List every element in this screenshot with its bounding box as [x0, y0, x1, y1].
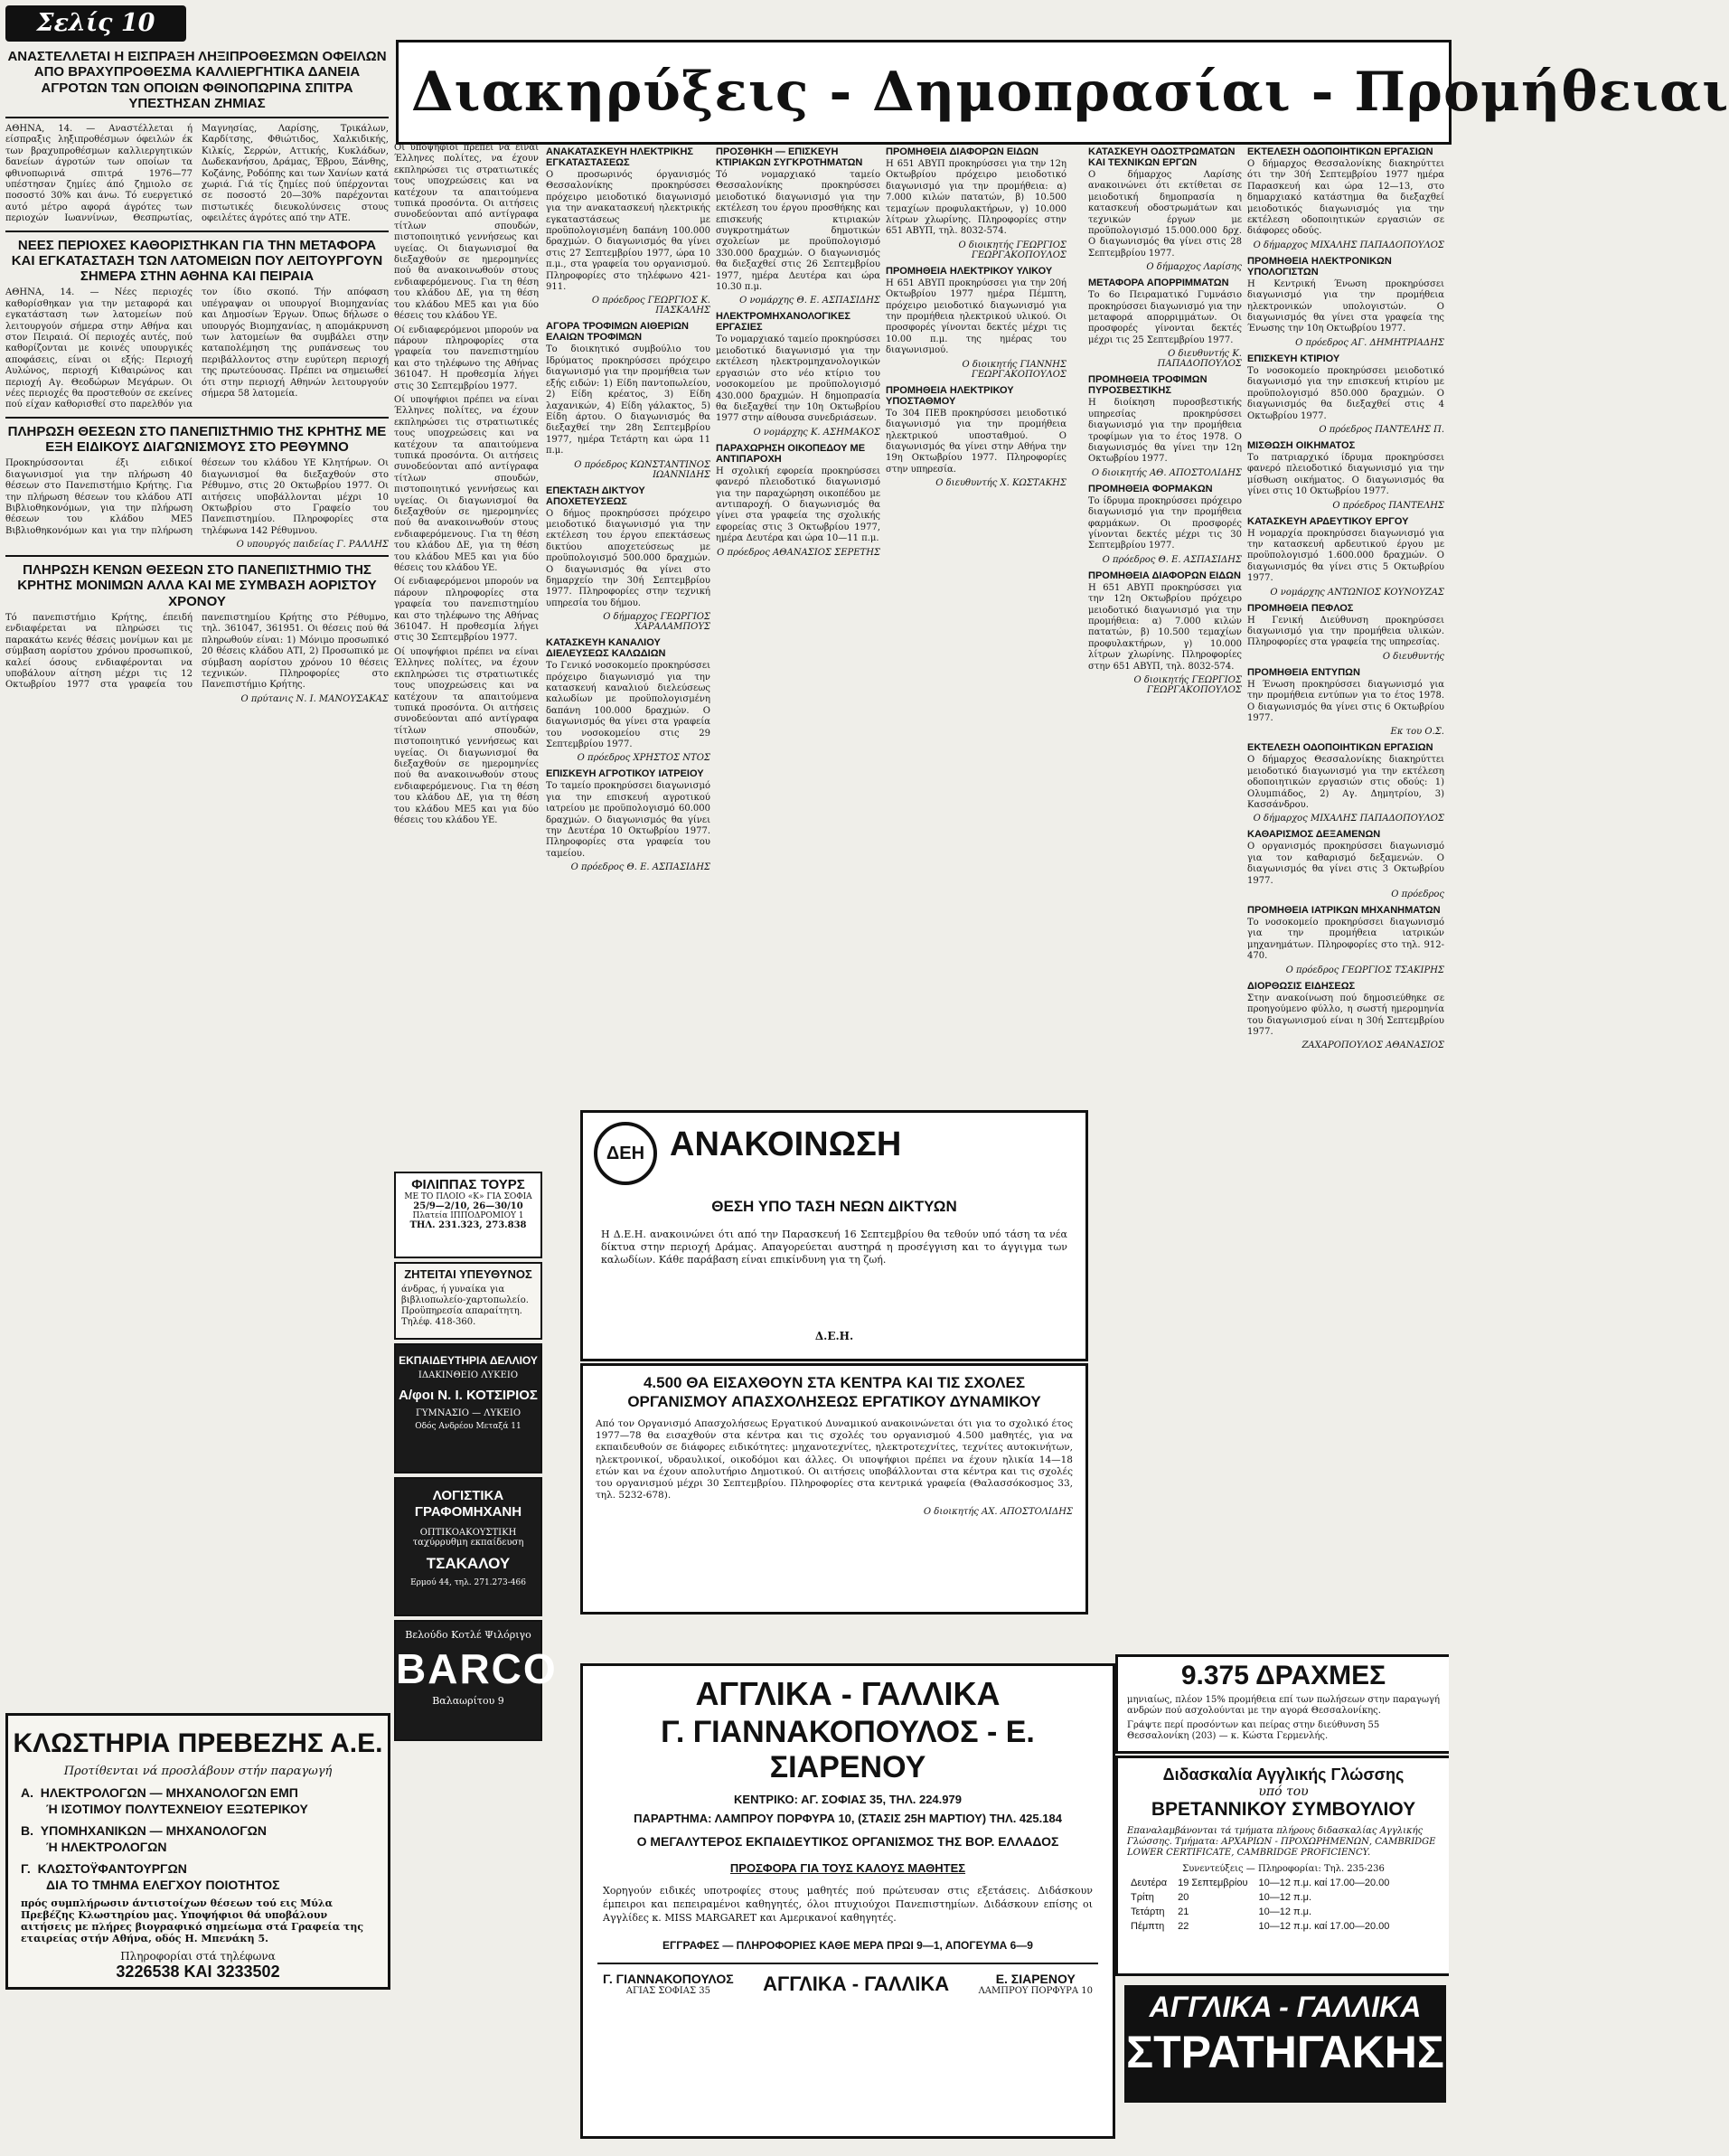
table-row: Τρίτη 20 10—12 π.μ. [1131, 1892, 1312, 1903]
ad-english-giannakopoulos: ΑΓΓΛΙΚΑ - ΓΑΛΛΙΚΑ Γ. ΓΙΑΝΝΑΚΟΠΟΥΛΟΣ - Ε. ΣΙΑΡΕΝΟΥ ΚΕΝΤΡΙΚΟ: ΑΓ. ΣΟΦΙΑΣ 35, ΤΗΛ. 224.979 ΠΑΡΑΡΤΗΜΑ: ΛΑΜΠΡΟΥ ΠΟΡΦΥΡΑ 10, (ΣΤΑΣΙΣ 25Η ΜΑΡΤΙΟΥ) ΤΗΛ. 425.184 Ο ΜΕΓΑΛΥΤΕΡΟΣ ΕΚΠΑΙΔΕΥΤΙΚΟΣ ΟΡΓΑΝΙΣΜΟΣ ΤΗΣ ΒΟΡ. ΕΛΛΑΔΟΣ ΠΡΟΣΦΟΡΑ ΓΙΑ ΤΟΥΣ ΚΑΛΟΥΣ ΜΑΘΗΤΕΣ Χορηγούν ειδικές υποτροφίες στους μαθητές πού πρώτευσαν στις εξετάσεις. Διδάσκουν έμπειροι και πεπειραμένοι καθηγητές, όλοι πτυχιούχοι Πανεπιστημίων. Διδάσκουν επίσης οι Αγγλίδες κ. MISS MARGARET και Αμερικανοί καθηγητές. ΕΓΓΡΑΦΕΣ — ΠΛΗΡΟΦΟΡΙΕΣ ΚΑΘΕ ΜΕΡΑ ΠΡΩΙ 9—1, ΑΠΟΓΕΥΜΑ 6—9 Γ. ΓΙΑΝΝΑΚΟΠΟΥΛΟΣ ΑΓΙΑΣ ΣΟΦΙΑΣ 35 ΑΓΓΛΙΚΑ - ΓΑΛΛΙΚΑ Ε. ΣΙΑΡΕΝΟΥ ΛΑΜΠΡΟΥ ΠΟΡΦΥΡΑ 10 [580, 1663, 1115, 2139]
article-text: ΑΘΗΝΑ, 14. — Αναστέλλεται ή είσπραξις ληξιπροθέσμων όφειλών έκ των βραχυπροθέσμων καλλιεργητικών δανείων άγροτών των οποίων τα φθινοπωρινά σπιτρά 1976—77 υπέστησαν ζημίες άπό ζημιολο σε ποσοστό 30% και άνω. Τό ευεργετικό αυτό μέτρο αφορά άγρότες των περιοχών Ιωαννίνων, Θεσπρωτίας, Μαγνησίας, Λαρίσης, Τρικάλων, Καρδίτσης, Φθιώτιδος, Χαλκιδικής, Κιλκίς, Σερρών, Αττικής, Κυκλάδων, Δωδεκανήσου, Δράμας, Έβρου, Ξάνθης, Κοζάνης, Ροδόπης και των Χανίων κατά χωριά. Γιά τίς ζημίες πού ύπέρχονται σε ποσοστό 20—30% παρέχονται πιστωτικές διευκολύνσεις στους οφειλέτες άγρότες από την ΑΤΕ. [5, 124, 389, 224]
notice: ΚΑΤΑΣΚΕΥΗ ΚΑΝΑΛΙΟΥ ΔΙΕΛΕΥΣΕΩΣ ΚΑΛΩΔΙΩΝ Το Γενικό νοσοκομείο προκηρύσσει πρόχειρο διαγωνισμό για την κατασκευή καναλιού διελεύσεως καλωδίων με προϋπολογισμένη δαπάνη 100.000 δραχμών. Ο διαγωνισμός θα γίνει στα γραφεία του νοσοκομείου στις 29 Σεπτεμβρίου 1977. Ο πρόεδρος ΧΡΗΣΤΟΣ ΝΤΟΣ [546, 637, 710, 764]
ad-company: ΚΛΩΣΤΗΡΙΑ ΠΡΕΒΕΖΗΣ Α.Ε. [13, 1728, 383, 1758]
article-signature: Ο πρύτανις Ν. Ι. ΜΑΝΟΥΣΑΚΑΣ [240, 693, 389, 704]
notice: ΑΓΟΡΑ ΤΡΟΦΙΜΩΝ ΑΙΘΕΡΙΩΝ ΕΛΑΙΩΝ ΤΡΟΦΙΜΩΝ Το διοικητικό συμβούλιο του Ιδρύματος προκηρύσσει πρόχειρο διαγωνισμό για την προμήθεια των εξής ειδών: 1) Είδη παντοπωλείου, 2) Είδη κρέατος, 3) Είδη λαχανικών, 4) Είδη γάλακτος, 5) Είδη άρτου. Ο διαγωνισμός θα διεξαχθεί την 28η Σεπτεμβρίου 1977, ημέρα Τετάρτη και ώρα 11 π.μ. Ο πρόεδρος ΚΩΝΣΤΑΝΤΙΝΟΣ ΙΩΑΝΝΙΔΗΣ [546, 321, 710, 480]
article-headline: ΝΕΕΣ ΠΕΡΙΟΧΕΣ ΚΑΘΟΡΙΣΤΗΚΑΝ ΓΙΑ ΤΗΝ ΜΕΤΑΦΟΡΑ ΚΑΙ ΕΓΚΑΤΑΣΤΑΣΗ ΤΩΝ ΛΑΤΟΜΕΙΩΝ ΠΟΥ ΛΕΙΤΟΥΡΓΟΥΝ ΣΗΜΕΡΑ ΣΤΗΝ ΑΘΗΝΑ ΚΑΙ ΠΕΙΡΑΙΑ [11, 237, 383, 285]
notice: ΠΡΟΣΘΗΚΗ — ΕΠΙΣΚΕΥΗ ΚΤΙΡΙΑΚΩΝ ΣΥΓΚΡΟΤΗΜΑΤΩΝ Τό νομαρχιακό ταμείο Θεσσαλονίκης προκηρύσσει μειοδοτικό διαγωνισμό για την εκτέλεση του έργου προσθήκης και επισκευής κτιριακών συγκροτημάτων δημοτικών σχολείων με προϋπολογισμό 330.000 δραχμών. Ο διαγωνισμός θα διεξαχθεί στις 26 Σεπτεμβρίου 1977, ημέρα Δευτέρα και ώρα 10.30 π.μ. Ο νομάρχης Θ. Ε. ΑΣΠΑΣΙΔΗΣ [716, 146, 880, 306]
divider [5, 555, 389, 557]
ad-items [8, 1785, 388, 1892]
article-text: Οί ενδιαφερόμενοι μπορούν να πάρουν πληροφορίες στα γραφεία του πανεπιστημίου και στο τηλέφωνο της Αθήνας 361047. Η προθεσμία λήγει στις 30 Σεπτεμβρίου 1977. [394, 577, 539, 644]
notice: ΠΡΟΜΗΘΕΙΑ ΤΡΟΦΙΜΩΝ ΠΥΡΟΣΒΕΣΤΙΚΗΣ Η διοίκηση πυροσβεστικής υπηρεσίας προκηρύσσει διαγωνισμό για την προμήθεια τροφίμων για το έτος 1978. Ο διαγωνισμός θα γίνει την 12η Οκτωβρίου 1977. Ο διοικητής ΑΘ. ΑΠΟΣΤΟΛΙΔΗΣ [1088, 374, 1242, 478]
ad-item-line: ΔΙΑ ΤΟ ΤΜΗΜΑ ΕΛΕΓΧΟΥ ΠΟΙΟΤΗΤΟΣ [46, 1878, 280, 1892]
dei-subtitle: ΘΕΣΗ ΥΠΟ ΤΑΣΗ ΝΕΩΝ ΔΙΚΤΥΩΝ [711, 1198, 957, 1215]
column-1 [5, 45, 389, 1709]
notice: ΔΙΟΡΘΩΣΙΣ ΕΙΔΗΣΕΩΣ Στην ανακοίνωση πού δημοσιεύθηκε σε προηγούμενο φύλλο, η σωστή ημερομηνία του διαγωνισμού είναι η 30ή Σεπτεμβρίου 1977. ΖΑΧΑΡΟΠΟΥΛΟΣ ΑΘΑΝΑΣΙΟΣ [1247, 980, 1444, 1051]
ad-item: Γ. ΚΛΩΣΤΟΫΦΑΝΤΟΥΡΓΩΝ [21, 1861, 187, 1876]
oaed-text: Από τον Οργανισμό Απασχολήσεως Εργατικού Δυναμικού ανακοινώνεται ότι για το σχολικό έτος 1977—78 θα εισαχθούν στα κέντρα και τις σχολές του οργανισμού 4.500 μαθητές, για να εκπαιδευθούν σε διάφορες ειδικότητες: μηχανοτεχνίτες, ηλεκτροτεχνίτες, τεχνίτες αυτοκινήτων, ηλεκτρονικοί, υδραυλικοί, οικοδόμοι και άλλες. Οι υποψήφιοι πρέπει να έχουν ηλικία 14—18 ετών και να έχουν απολυτήριο Δημοτικού. Οι αιτήσεις υποβάλλονται στα κέντρα και τις σχολές του οργανισμού μέχρι 30 Σεπτεμβρίου. Πληροφορίες στα κεντρικά γραφεία (Θαλασσόκοσμος 33, τηλ. 5232-678). [596, 1418, 1073, 1502]
dei-text: Η Δ.Ε.Η. ανακοινώνει ότι από την Παρασκευή 16 Σεπτεμβρίου θα τεθούν υπό τάση τα νέα δίκτυα στην περιοχή Δράμας. Απαγορεύεται αυστηρά η προσέγγιση και το άγγιγμα των καλωδίων. Κάθε παράβαση είναι επικίνδυνη για τη ζωή. [601, 1229, 1067, 1266]
notice: ΠΑΡΑΧΩΡΗΣΗ ΟΙΚΟΠΕΔΟΥ ΜΕ ΑΝΤΙΠΑΡΟΧΗ Η σχολική εφορεία προκηρύσσει φανερό πλειοδοτικό διαγωνισμό για την παραχώρηση οικοπέδου με αντιπαροχή. Ο διαγωνισμός θα γίνει στα γραφεία της σχολικής εφορείας στις 3 Οκτωβρίου 1977, ημέρα Δευτέρα και ώρα 10—11 π.μ. Ο πρόεδρος ΑΘΑΝΑΣΙΟΣ ΣΕΡΕΤΗΣ [716, 442, 880, 558]
divider [5, 231, 389, 232]
notice: ΜΙΣΘΩΣΗ ΟΙΚΗΜΑΤΟΣ Το πατριαρχικό ίδρυμα προκηρύσσει φανερό πλειοδοτικό διαγωνισμό για την μίσθωση οικήματος. Ο διαγωνισμός θα γίνει στις 10 Οκτωβρίου 1977. Ο πρόεδρος ΠΑΝΤΕΛΗΣ [1247, 439, 1444, 511]
ad-intro: Προτίθενται νά προσλάβουν στήν παραγωγή [63, 1765, 333, 1778]
notice: ΚΑΤΑΣΚΕΥΗ ΟΔΟΣΤΡΩΜΑΤΩΝ ΚΑΙ ΤΕΧΝΙΚΩΝ ΕΡΓΩΝ Ο δήμαρχος Λαρίσης ανακοινώνει ότι εκτίθεται σε μειοδοτική δημοπρασία η κατασκευή οδοστρωμάτων και τεχνικών έργων με προϋπολογισμό 15.000.000 δρχ. Ο διαγωνισμός θα γίνει στις 28 Σεπτεμβρίου 1977. Ο δήμαρχος Λαρίσης [1088, 146, 1242, 273]
ad-phones: 3226538 ΚΑΙ 3233502 [116, 1963, 280, 1981]
notice: ΠΡΟΜΗΘΕΙΑ ΔΙΑΦΟΡΩΝ ΕΙΔΩΝ Η 651 ΑΒΥΠ προκηρύσσει για την 12η Οκτωβρίου πρόχειρο μειοδοτικό διαγωνισμό για την προμήθεια: α) 7.000 κιλών πατατών, β) 10.500 τεμαχίων προφυλακτήρων, γ) 10.000 λίτρων χλωρίνης. Πληροφορίες στην 651 ΑΒΥΠ, τηλ. 8032-574. Ο διοικητής ΓΕΩΡΓΙΟΣ ΓΕΩΡΓΑΚΟΠΟΥΛΟΣ [1088, 570, 1242, 695]
article-text: Προκηρύσσονται έξι ειδικοί διαγωνισμοί για την πλήρωση 40 θέσεων στο Πανεπιστήμιο Κρήτης. Για την πλήρωση θέσεων του κλάδου ΑΤΙ Βιβλιοθηκονόμων, για την πλήρωση θέσεων του κλάδου ΜΕ5 Βιβλιοθηκονόμων και για την πλήρωση θέσεων του κλάδου ΥΕ Κλητήρων. Οι διαγωνισμοί θα διεξαχθούν στο Ρέθυμνο, στις 20 Οκτωβρίου 1977. Οι αιτήσεις υποβάλλονται μέχρι 10 Οκτωβρίου στο Γραφείο του Πανεπιστημίου. Πληροφορίες στα τηλέφωνα 142 Ρέθυμνου. [5, 458, 389, 536]
dei-title: ΑΝΑΚΟΙΝΩΣΗ [670, 1125, 902, 1163]
column-5 [886, 143, 1067, 1146]
ad-oaed [580, 1363, 1088, 1615]
ad-dellios-schools: ΕΚΠΑΙΔΕΥΤΗΡΙΑ ΔΕΛΛΙΟΥ ΙΔΑΚΙΝΘΕΙΟ ΛΥΚΕΙΟ Α/φοι Ν. Ι. ΚΟΤΣΙΡΙΟΣ ΓΥΜΝΑΣΙΟ — ΛΥΚΕΙΟ Οδός Ανδρέου Μεταξά 11 [394, 1343, 542, 1473]
notice: ΠΡΟΜΗΘΕΙΑ ΙΑΤΡΙΚΩΝ ΜΗΧΑΝΗΜΑΤΩΝ Το νοσοκομείο προκηρύσσει διαγωνισμό για την προμήθεια ιατρικών μηχανημάτων. Πληροφορίες στο τηλ. 912-470. Ο πρόεδρος ΓΕΩΡΓΙΟΣ ΤΣΑΚΙΡΗΣ [1247, 905, 1444, 975]
column-2 [394, 143, 539, 1164]
notice: ΕΚΤΕΛΕΣΗ ΟΔΟΠΟΙΗΤΙΚΩΝ ΕΡΓΑΣΙΩΝ Ο δήμαρχος Θεσσαλονίκης διακηρύττει ότι την 30ή Σεπτεμβρίου 1977 ημέρα Παρασκευή και ώρα 12—13, στο δημαρχιακό κατάστημα θα διεξαχθεί μειοδοτικός διαγωνισμός για την εκτέλεση οδοποιητικών εργασιών σε διάφορες οδούς. Ο δήμαρχος ΜΙΧΑΛΗΣ ΠΑΠΑΔΟΠΟΥΛΟΣ [1247, 146, 1444, 250]
article-text: Οί ενδιαφερόμενοι μπορούν να πάρουν πληροφορίες στα γραφεία του πανεπιστημίου και στο τηλέφωνο της Αθήνας 361047. Η προθεσμία λήγει στις 30 Σεπτεμβρίου 1977. [394, 325, 539, 391]
footer-right: Ε. ΣΙΑΡΕΝΟΥ ΛΑΜΠΡΟΥ ΠΟΡΦΥΡΑ 10 [978, 1972, 1093, 1996]
notice: ΑΝΑΚΑΤΑΣΚΕΥΗ ΗΛΕΚΤΡΙΚΗΣ ΕΓΚΑΤΑΣΤΑΣΕΩΣ Ο προσωρινός όργανισμός Θεσσαλονίκης προκηρύσσει πρόχειρο μειοδοτικό διαγωνισμό για την ανακατασκευή ηλεκτρικής εγκαταστάσεως με προϋπολογισμένη δαπάνη 100.000 δραχμών. Ο διαγωνισμός θα γίνει στις 27 Σεπτεμβρίου 1977, ώρα 10 π.μ., στα γραφεία του οργανισμού. Πληροφορίες στο τηλέφωνο 421-911. Ο πρόεδρος ΓΕΩΡΓΙΟΣ Κ. ΠΑΣΚΑΛΗΣ [546, 146, 710, 316]
ad-item: Α. ΗΛΕΚΤΡΟΛΟΓΩΝ — ΜΗΧΑΝΟΛΟΓΩΝ ΕΜΠ [21, 1785, 298, 1800]
notice: ΚΑΤΑΣΚΕΥΗ ΑΡΔΕΥΤΙΚΟΥ ΕΡΓΟΥ Η νομαρχία προκηρύσσει διαγωνισμό για την κατασκευή αρδευτικού έργου με προϋπολογισμό 1.600.000 δραχμών. Ο διαγωνισμός θα γίνει στις 5 Οκτωβρίου 1977. Ο νομάρχης ΑΝΤΩΝΙΟΣ ΚΟΥΝΟΥΖΑΣ [1247, 515, 1444, 598]
ad-dei-announcement [580, 1110, 1088, 1361]
article-headline: ΑΝΑΣΤΕΛΛΕΤΑΙ Η ΕΙΣΠΡΑΞΗ ΛΗΞΙΠΡΟΘΕΣΜΩΝ ΟΦΕΙΛΩΝ ΑΠΟ ΒΡΑΧΥΠΡΟΘΕΣΜΑ ΚΑΛΛΙΕΡΓΗΤΙΚΑ ΔΑΝΕΙΑ ΑΓΡΟΤΩΝ ΤΩΝ ΟΠΟΙΩΝ ΦΘΙΝΟΠΩΡΙΝΑ ΣΠΙΤΡΑ ΥΠΕΣΤΗΣΑΝ ΖΗΜΙΑΣ [7, 49, 387, 111]
ad-tsakalou-school: ΛΟΓΙΣΤΙΚΑ ΓΡΑΦΟΜΗΧΑΝΗ ΟΠΤΙΚΟΑΚΟΥΣΤΙΚΗ ταχύρρυθμη εκπαίδευση ΤΣΑΚΑΛΟΥ Ερμού 44, τηλ. 271.273-466 [394, 1477, 542, 1616]
ad-wanted-manager: ΖΗΤΕΙΤΑΙ ΥΠΕΥΘΥΝΟΣ άνδρας, ή γυναίκα για βιβλιοπωλείο-χαρτοπωλείο. Προϋπηρεσία απαραίτητη. Τηλέφ. 418-360. [394, 1262, 542, 1340]
notice: ΕΠΕΚΤΑΣΗ ΔΙΚΤΥΟΥ ΑΠΟΧΕΤΕΥΣΕΩΣ Ο δήμος προκηρύσσει πρόχειρο μειοδοτικό διαγωνισμό για την εκτέλεση του έργου επεκτάσεως δικτύου αποχετεύσεως με προϋπολογισμό 500.000 δραχμών. Ο διαγωνισμός θα γίνει στο δημαρχείο την 30ή Σεπτεμβρίου 1977. Πληροφορίες στην τεχνική υπηρεσία του δήμου. Ο δήμαρχος ΓΕΩΡΓΙΟΣ ΧΑΡΑΛΑΜΠΟΥΣ [546, 485, 710, 633]
notice: ΠΡΟΜΗΘΕΙΑ ΔΙΑΦΟΡΩΝ ΕΙΔΩΝ Η 651 ΑΒΥΠ προκηρύσσει για την 12η Οκτωβρίου πρόχειρο μειοδοτικό διαγωνισμό για την προμήθεια: α) 7.000 κιλών πατατών, β) 10.500 τεμαχίων προφυλακτήρων, γ) 10.000 λίτρων χλωρίνης. Πληροφορίες στην 651 ΑΒΥΠ, τηλ. 8032-574. Ο διοικητής ΓΕΩΡΓΙΟΣ ΓΕΩΡΓΑΚΟΠΟΥΛΟΣ [886, 146, 1067, 260]
banner-title: Διακηρύξεις - Δημοπρασίαι - Προμήθειαι [411, 61, 1729, 124]
ad-item-line: Ή ΙΣΟΤΙΜΟΥ ΠΟΛΥΤΕΧΝΕΙΟΥ ΕΞΩΤΕΡΙΚΟΥ [46, 1802, 308, 1816]
notice: ΠΡΟΜΗΘΕΙΑ ΗΛΕΚΤΡΙΚΟΥ ΥΛΙΚΟΥ Η 651 ΑΒΥΠ προκηρύσσει για την 20ή Οκτωβρίου 1977 ημέρα Πέμπτη, πρόχειρο μειοδοτικό διαγωνισμό για την προμήθεια ηλεκτρικού υλικού. Οι προσφορές γίνονται δεκτές μέχρι τις 10.00 π.μ. της ημέρας του διαγωνισμού. Ο διοικητής ΓΙΑΝΝΗΣ ΓΕΩΡΓΑΚΟΠΟΥΛΟΣ [886, 265, 1067, 380]
barco-brand: BARCO [396, 1645, 558, 1692]
oaed-sign: Ο διοικητής ΑΧ. ΑΠΟΣΤΟΛΙΔΗΣ [923, 1507, 1073, 1518]
notice: ΕΚΤΕΛΕΣΗ ΟΔΟΠΟΙΗΤΙΚΩΝ ΕΡΓΑΣΙΩΝ Ο δήμαρχος Θεσσαλονίκης διακηρύττει μειοδοτικό διαγωνισμό για την εκτέλεση οδοποιητικών εργασιών στις οδούς: 1) Ολυμπιάδος, 2) Αγ. Δημητρίου, 3) Κασσάνδρου. Ο δήμαρχος ΜΙΧΑΛΗΣ ΠΑΠΑΔΟΠΟΥΛΟΣ [1247, 742, 1444, 824]
article-text: ΑΘΗΝΑ, 14. — Νέες περιοχές καθορίσθηκαν για την μεταφορά και εγκατάσταση των λατομείων πού λειτουργούν σήμερα στην Αθήνα και στον Πειραιά. Οί περιοχές αυτές, πού καθορίζονται με κοινές υπουργικές αποφάσεις, είναι οι εξής: Περιοχή Αυλώνος, περιοχή Κιθαιρώνος και περιοχή Αγ. Θεοδώρων Μεγάρων. Οι νέες περιοχές θα προστεθούν σε εκείνες πού είχαν καθορισθεί στο παρελθόν για τον ίδιο σκοπό. Τήν απόφαση υπέγραψαν οι υπουργοί Βιομηχανίας και Δημοσίων Έργων. Όπως δήλωσε ο υπουργός Βιομηχανίας, η απομάκρυνση των λατομείων θα συμβάλει στην καταπολέμηση της ρυπάνσεως του περιβάλλοντος στην ευρύτερη περιοχή της πρωτεύουσας. Πρέπει να σημειωθεί ότι στην περιοχή Αθηνών λειτουργούν σήμερα 58 λατομεία. [5, 287, 389, 410]
ad-strategaki: ΑΓΓΛΙΚΑ - ΓΑΛΛΙΚΑ ΣΤΡΑΤΗΓΑΚΗΣ [1124, 1985, 1446, 2103]
divider [5, 117, 389, 118]
notice: ΕΠΙΣΚΕΥΗ ΑΓΡΟΤΙΚΟΥ ΙΑΤΡΕΙΟΥ Το ταμείο προκηρύσσει διαγωνισμό για την επισκευή αγροτικού ιατρείου με προϋπολογισμό 60.000 δραχμών. Ο διαγωνισμός θα γίνει την Δευτέρα 10 Οκτωβρίου 1977. Πληροφορίες στα γραφεία του ταμείου. Ο πρόεδρος Θ. Ε. ΑΣΠΑΣΙΔΗΣ [546, 768, 710, 873]
right-column-content [1247, 143, 1444, 1056]
ad-phone-label: Πληροφορίαι στά τηλέφωνα [120, 1950, 276, 1963]
article-signature: Ο υπουργός παιδείας Γ. ΡΑΛΛΗΣ [236, 540, 389, 551]
oaed-title: 4.500 ΘΑ ΕΙΣΑΧΘΟΥΝ ΣΤΑ ΚΕΝΤΡΑ ΚΑΙ ΤΙΣ ΣΧΟΛΕΣ ΟΡΓΑΝΙΣΜΟΥ ΑΠΑΣΧΟΛΗΣΕΩΣ ΕΡΓΑΤΙΚΟΥ ΔΥΝΑΜΙΚΟΥ [627, 1374, 1041, 1410]
dei-logo: ΔΕΗ [594, 1122, 657, 1185]
notice: ΠΡΟΜΗΘΕΙΑ ΠΕΦΛΟΣ Η Γενική Διεύθυνση προκηρύσσει διαγωνισμό για την προμήθεια υλικών. Πληροφορίες στα γραφεία της υπηρεσίας. Ο διευθυντής [1247, 602, 1444, 662]
article-headline: ΠΛΗΡΩΣΗ ΘΕΣΕΩΝ ΣΤΟ ΠΑΝΕΠΙΣΤΗΜΙΟ ΤΗΣ ΚΡΗΤΗΣ ΜΕ ΕΞΗ ΕΙΔΙΚΟΥΣ ΔΙΑΓΩΝΙΣΜΟΥΣ ΣΤΟ ΡΕΘΥΜΝΟ [7, 423, 387, 456]
right-columns [1247, 143, 1444, 1647]
notice: ΕΠΙΣΚΕΥΗ ΚΤΙΡΙΟΥ Το νοσοκομείο προκηρύσσει μειοδοτικό διαγωνισμό για την επισκευή κτιρίου με προϋπολογισμό 850.000 δραχμών. Ο διαγωνισμός θα διεξαχθεί στις 4 Οκτωβρίου 1977. Ο πρόεδρος ΠΑΝΤΕΛΗΣ Π. [1247, 353, 1444, 435]
ad-note: πρός συμπλήρωσιν άντιστοίχων θέσεων τού εις Μύλα Πρεβέζης Κλωστηρίου μας. Υποψήφιοι θά υποβάλουν αιτήσεις με πλήρες βιογραφικό σημείωμα στά Γραφεία της εταιρείας στήν Αθήνα, οδός Η. Μπενάκη 5. [21, 1897, 364, 1944]
column-6-final [1088, 143, 1242, 1607]
table-row: Τετάρτη 21 10—12 π.μ. [1131, 1907, 1312, 1917]
ad-british-council: Διδασκαλία Αγγλικής Γλώσσης υπό του ΒΡΕΤΑΝΝΙΚΟΥ ΣΥΜΒΟΥΛΙΟΥ Επαναλαμβάνονται τά τμήματα πλήρους διδασκαλίας Αγγλικής Γλώσσης. Τμήματα: ΑΡΧΑΡΙΩΝ - ΠΡΟΧΩΡΗΜΕΝΩΝ, CAMBRIDGE LOWER CERTIFICATE, CAMBRIDGE PROFICIENCY. Συνεντεύξεις — Πληροφορίαι: Τηλ. 235-236 Δευτέρα 19 Σεπτεμβρίου 10—12 π.μ. καί 17.00—20.00 Τρίτη 20 10—12 π.μ. Τετάρτη 21 10—12 π.μ. Πέμπτη 22 10—12 π.μ. καί 17.00—20.00 [1115, 1756, 1449, 1976]
ad-footer: Γ. ΓΙΑΝΝΑΚΟΠΟΥΛΟΣ ΑΓΙΑΣ ΣΟΦΙΑΣ 35 ΑΓΓΛΙΚΑ - ΓΑΛΛΙΚΑ Ε. ΣΙΑΡΕΝΟΥ ΛΑΜΠΡΟΥ ΠΟΡΦΥΡΑ 10 [603, 1972, 1093, 1996]
notice: ΗΛΕΚΤΡΟΜΗΧΑΝΟΛΟΓΙΚΕΣ ΕΡΓΑΣΙΕΣ Το νομαρχιακό ταμείο προκηρύσσει μειοδοτικό διαγωνισμό για την εκτέλεση ηλεκτρομηχανολογικών εργασιών στο νέο κτίριο του νοσοκομείου με προϋπολογισμό 430.000 δραχμών. Η δημοπρασία θα διεξαχθεί την 10η Οκτωβρίου 1977 στην αίθουσα συνεδριάσεων. Ο νομάρχης Κ. ΑΣΗΜΑΚΟΣ [716, 311, 880, 438]
ad-9375-drachmes: 9.375 ΔΡΑΧΜΕΣ μηνιαίως, πλέον 15% προμήθεια επί των πωλήσεων στην παραγωγή ανδρών πού ασχολούνται με την αγορά Θεσσαλονίκης. Γράψτε περί προσόντων και πείρας στην διεύθυνση 55 Θεσσαλονίκη (203) — κ. Κώστα Γερμενλής. [1115, 1654, 1449, 1754]
article-headline: ΠΛΗΡΩΣΗ ΚΕΝΩΝ ΘΕΣΕΩΝ ΣΤΟ ΠΑΝΕΠΙΣΤΗΜΙΟ ΤΗΣ ΚΡΗΤΗΣ ΜΟΝΙΜΩΝ ΑΛΛΑ ΚΑΙ ΜΕ ΣΥΜΒΑΣΗ ΑΟΡΙΣΤΟΥ ΧΡΟΝΟΥ [17, 562, 377, 609]
notice: ΚΑΘΑΡΙΣΜΟΣ ΔΕΞΑΜΕΝΩΝ Ο οργανισμός προκηρύσσει διαγωνισμό για τον καθαρισμό δεξαμενών. Ο διαγωνισμός θα γίνει στις 3 Οκτωβρίου 1977. Ο πρόεδρος [1247, 829, 1444, 900]
notice: ΠΡΟΜΗΘΕΙΑ ΦΟΡΜΑΚΩΝ Το ίδρυμα προκηρύσσει πρόχειρο διαγωνισμό για την προμήθεια φαρμάκων. Οι προσφορές γίνονται δεκτές μέχρι τις 30 Σεπτεμβρίου 1977. Ο πρόεδρος Θ. Ε. ΑΣΠΑΣΙΔΗΣ [1088, 483, 1242, 565]
ad-item: Β. ΥΠΟΜΗΧΑΝΙΚΩΝ — ΜΗΧΑΝΟΛΟΓΩΝ [21, 1823, 268, 1838]
article-text: Οί υποψήφιοι πρέπει να είναι Έλληνες πολίτες, να έχουν εκπληρώσει τις στρατιωτικές τους υποχρεώσεις και να κατέχουν τα απαιτούμενα τυπικά προσόντα. Οι αιτήσεις συνοδεύονται από αντίγραφα τίτλων σπουδών, πιστοποιητικό γεννήσεως και υγείας. Οι διαγωνισμοί θα διεξαχθούν σε ημερομηνίες πού θα ανακοινωθούν στους ενδιαφερόμενους. Για τη θέση του κλάδου ΔΕ, για τη θέση του κλάδου ΜΕ5 και για δύο θέσεις του κλάδου ΥΕ. [394, 394, 539, 574]
notice: ΠΡΟΜΗΘΕΙΑ ΗΛΕΚΤΡΟΝΙΚΩΝ ΥΠΟΛΟΓΙΣΤΩΝ Η Κεντρική Ένωση προκηρύσσει διαγωνισμό για την προμήθεια ηλεκτρονικών υπολογιστών. Ο διαγωνισμός θα γίνει στα γραφεία της Ένωσης την 10η Οκτωβρίου 1977. Ο πρόεδρος ΑΓ. ΔΗΜΗΤΡΙΑΔΗΣ [1247, 255, 1444, 348]
notice: ΜΕΤΑΦΟΡΑ ΑΠΟΡΡΙΜΜΑΤΩΝ Το 6ο Πειραματικό Γυμνάσιο προκηρύσσει διαγωνισμό για την μεταφορά απορριμμάτων. Οι προσφορές γίνονται δεκτές μέχρι τις 25 Σεπτεμβρίου 1977. Ο διευθυντής Κ. ΠΑΠΑΔΟΠΟΥΛΟΣ [1088, 278, 1242, 370]
notice: ΠΡΟΜΗΘΕΙΑ ΗΛΕΚΤΡΙΚΟΥ ΥΠΟΣΤΑΘΜΟΥ Το 304 ΠΕΒ προκηρύσσει μειοδοτικό διαγωνισμό για την προμήθεια ηλεκτρικού υποσταθμού. Ο διαγωνισμός θα γίνει στην Αθήνα την 19η Οκτωβρίου 1977. Πληροφορίες στην υπηρεσία. Ο διευθυντής Χ. ΚΩΣΤΑΚΗΣ [886, 384, 1067, 489]
divider [5, 417, 389, 419]
notice: ΠΡΟΜΗΘΕΙΑ ΕΝΤΥΠΩΝ Η Ένωση προκηρύσσει διαγωνισμό για την προμήθεια εντύπων για το έτος 1978. Ο διαγωνισμός θα γίνει στις 6 Οκτωβρίου 1977. Εκ του Ο.Σ. [1247, 666, 1444, 738]
article-text: Οί υποψήφιοι πρέπει να είναι Έλληνες πολίτες, να έχουν εκπληρώσει τις στρατιωτικές τους υποχρεώσεις και να κατέχουν τα απαιτούμενα τυπικά προσόντα. Οι αιτήσεις συνοδεύονται από αντίγραφα τίτλων σπουδών, πιστοποιητικό γεννήσεως και υγείας. Οι διαγωνισμοί θα διεξαχθούν σε ημερομηνίες πού θα ανακοινωθούν στους ενδιαφερόμενους. Για τη θέση του κλάδου ΔΕ, για τη θέση του κλάδου ΜΕ5 και για δύο θέσεις του κλάδου ΥΕ. [394, 646, 539, 825]
dei-sign: Δ.Ε.Η. [814, 1330, 854, 1342]
article-text: Τό πανεπιστήμιο Κρήτης, έπειδή ενδιαφέρεται να πληρώσει τις παρακάτω κενές θέσεις μονίμων και με σύμβαση αορίστου χρόνου προσωπικού, καλεί όσους ενδιαφέρονται να υποβάλουν αίτηση μέχρι τις 12 Οκτωβρίου 1977 στα γραφεία του πανεπιστημίου Κρήτης στο Ρέθυμνο, τηλ. 361047, 361951. Οι θέσεις πού θά πληρωθούν είναι: 1) Μόνιμο προσωπικό 20 θέσεις κλάδου ΑΤΙ, 2) Προσωπικό με σύμβαση αορίστου χρόνου 10 θέσεις τεχνικών. Πληροφορίες στο Πανεπιστήμιο Κρήτης. [5, 612, 389, 691]
ad-kloestiria-prevezis [5, 1713, 390, 1990]
schedule-table [1125, 1876, 1395, 1934]
ad-item-line: Ή ΗΛΕΚΤΡΟΛΟΓΩΝ [46, 1840, 167, 1854]
ad-barco: Βελούδο Κοτλέ Ψιλόριγο BARCO Βαλαωρίτου 9 [394, 1620, 542, 1741]
footer-left: Γ. ΓΙΑΝΝΑΚΟΠΟΥΛΟΣ ΑΓΙΑΣ ΣΟΦΙΑΣ 35 [603, 1972, 734, 1996]
article-text: Οί υποψήφιοι πρέπει να είναι Έλληνες πολίτες, να έχουν εκπληρώσει τις στρατιωτικές τους υποχρεώσεις και να κατέχουν τα απαιτούμενα τυπικά προσόντα. Οι αιτήσεις συνοδεύονται από αντίγραφα τίτλων σπουδών, πιστοποιητικό γεννήσεως και υγείας. Οι διαγωνισμοί θα διεξαχθούν σε ημερομηνίες πού θα ανακοινωθούν στους ενδιαφερόμενους. Για τη θέση του κλάδου ΔΕ, για τη θέση του κλάδου ΜΕ5 και για δύο θέσεις του κλάδου ΥΕ. [394, 143, 539, 322]
ad-filippas-tours: ΦΙΛΙΠΠΑΣ ΤΟΥΡΣ ΜΕ ΤΟ ΠΛΟΙΟ «Κ» ΓΙΑ ΣΟΦΙΑ 25/9—2/10, 26—30/10 Πλατεία ΙΠΠΟΔΡΟΜΙΟΥ 1 ΤΗΛ. 231.323, 273.838 [394, 1172, 542, 1258]
masthead-banner [396, 40, 1729, 145]
page-label: Σελίς 10 [5, 5, 186, 42]
column-4 [716, 143, 880, 1146]
table-row: Δευτέρα 19 Σεπτεμβρίου 10—12 π.μ. καί 17.00—20.00 [1131, 1878, 1390, 1888]
table-row: Πέμπτη 22 10—12 π.μ. καί 17.00—20.00 [1131, 1921, 1390, 1932]
